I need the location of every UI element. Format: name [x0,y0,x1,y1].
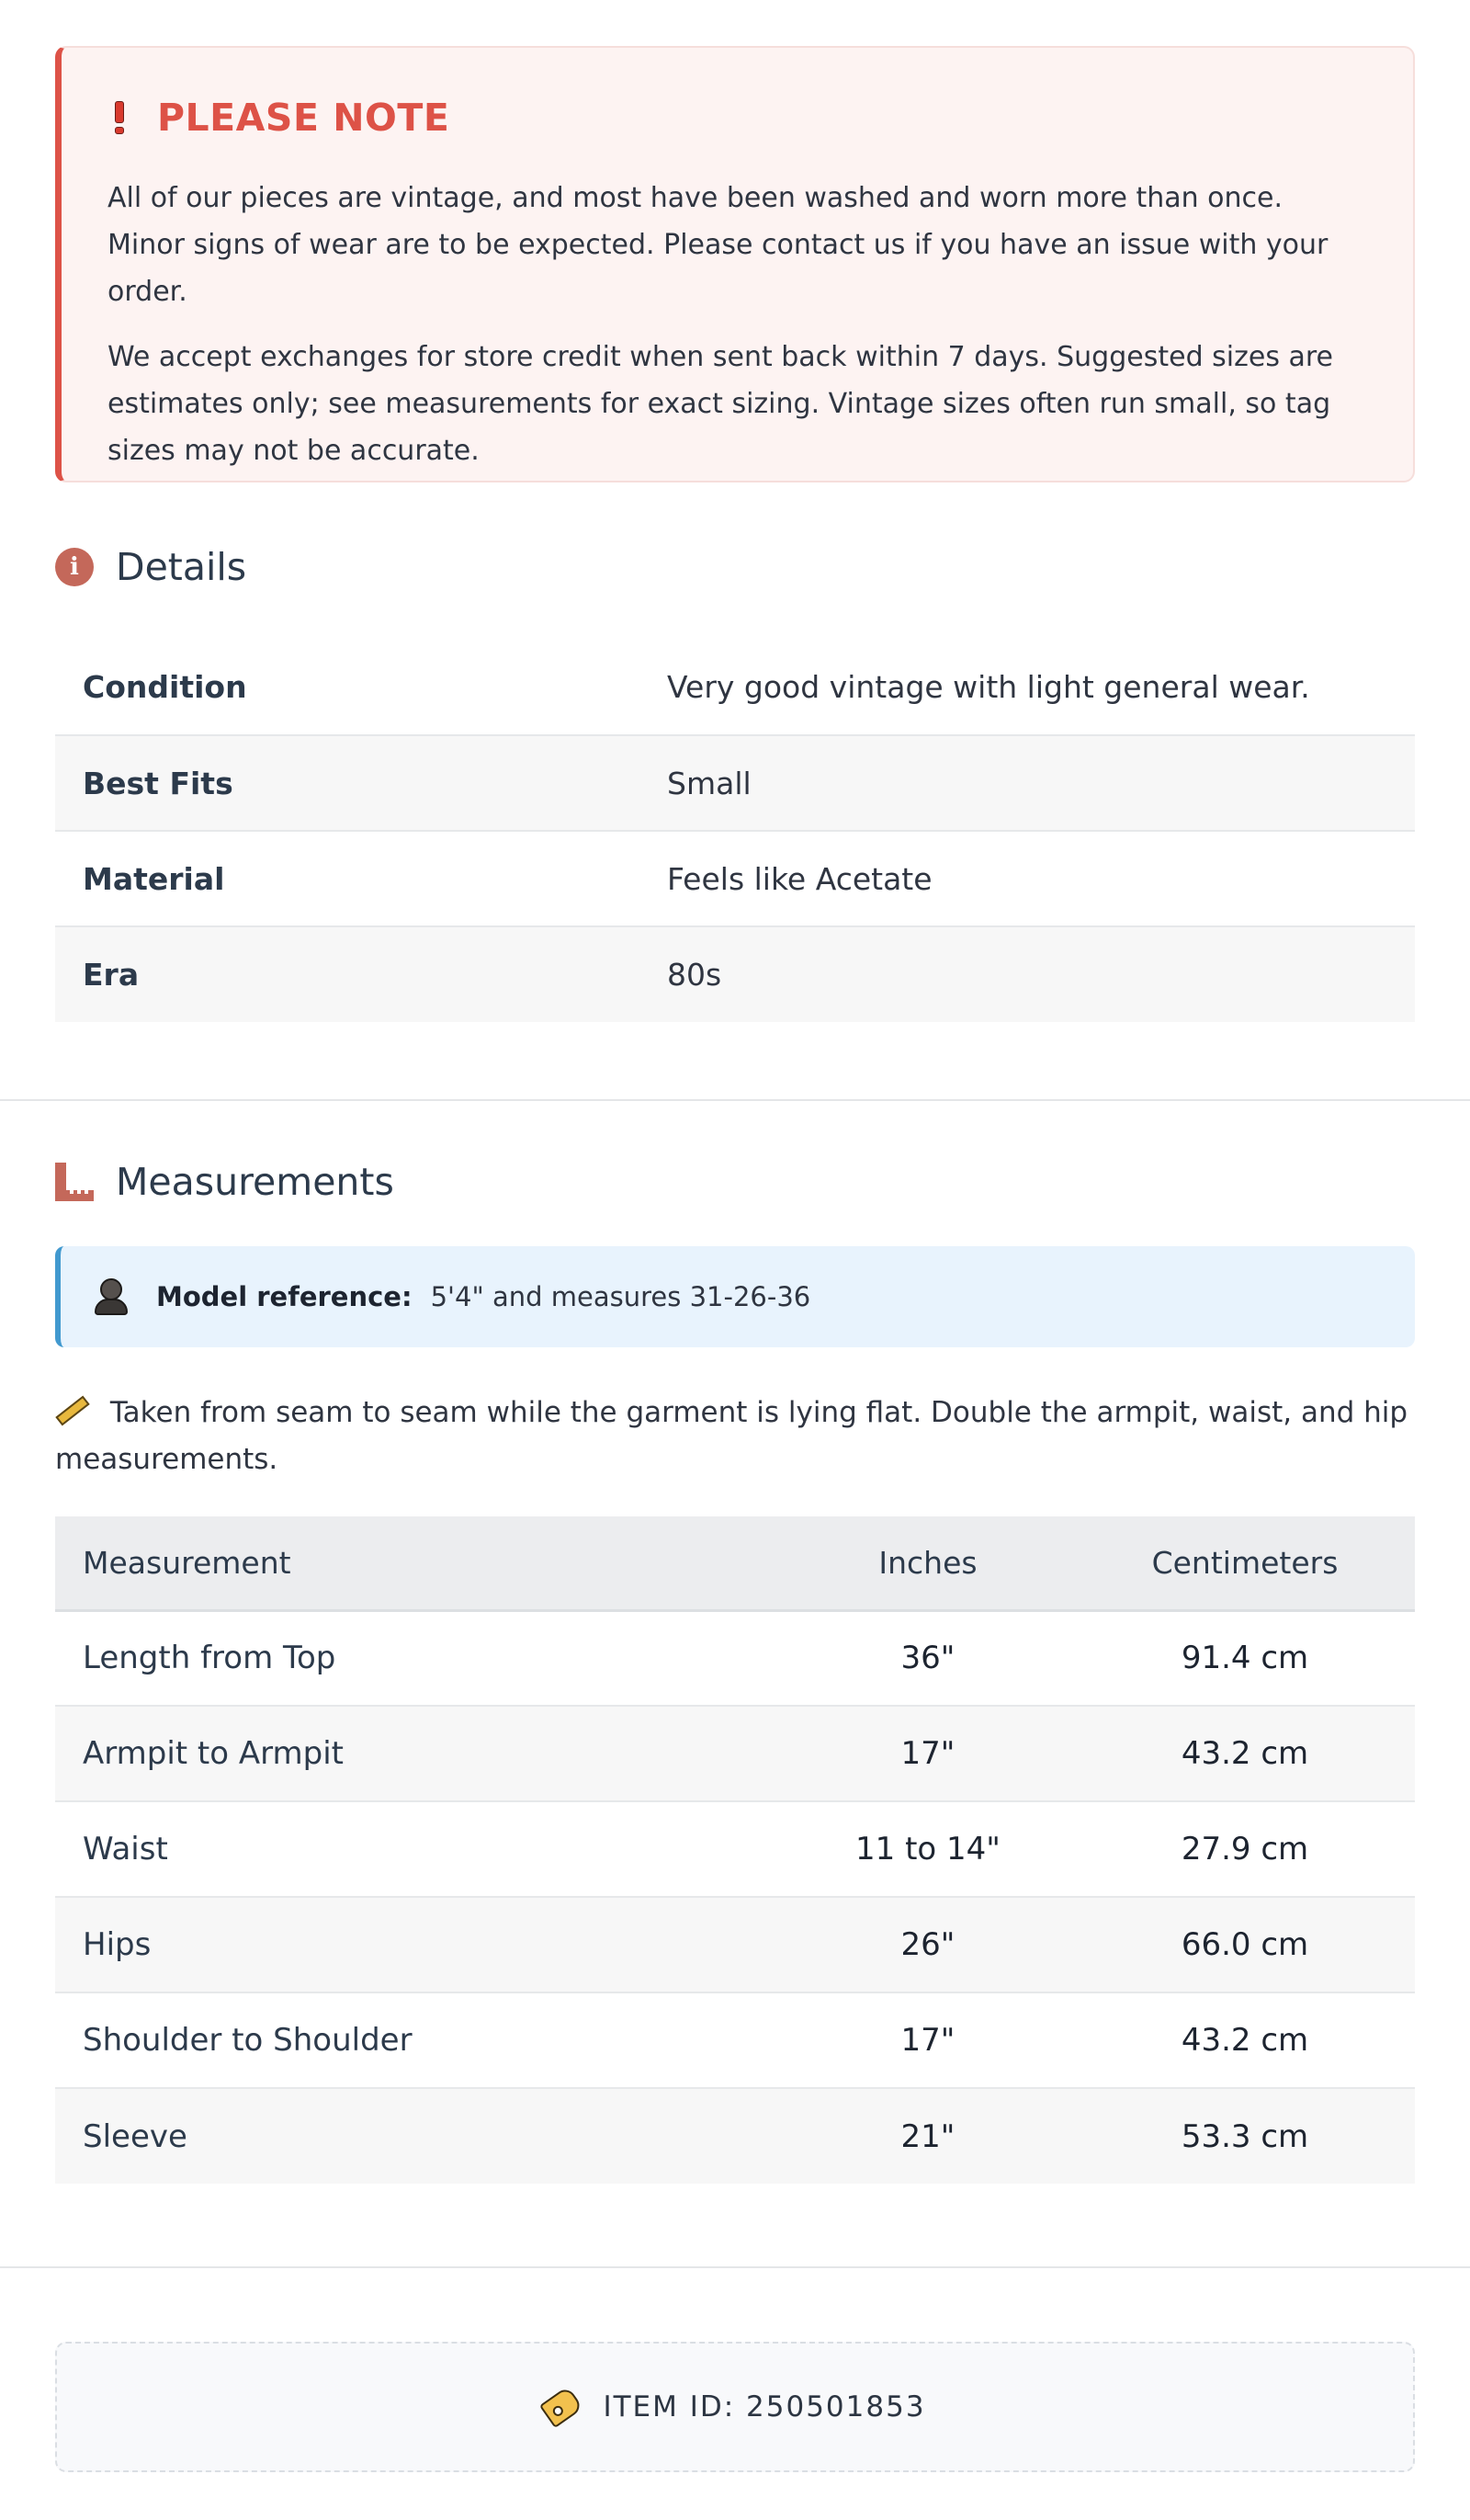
detail-key: Era [83,957,140,993]
table-row [55,1610,1415,1706]
details-table [55,640,1415,1022]
pencil-icon [55,1395,89,1425]
detail-value: 80s [667,957,722,993]
detail-key: Material [83,860,225,897]
measurement-cm: 91.4 cm [1181,1640,1309,1677]
table-row [55,926,1415,1022]
tag-icon [539,2386,583,2428]
measurement-name: Shoulder to Shoulder [83,2022,413,2059]
measurements-table [55,1516,1415,2184]
model-reference-box [55,1246,1415,1347]
measurement-cm: 66.0 cm [1181,1926,1309,1963]
table-row [55,1706,1415,1801]
table-row [55,1992,1415,2088]
section-divider [0,1099,1470,1101]
info-icon: i [55,548,94,586]
table-header-row [55,1516,1415,1610]
model-reference-label: Model reference: [156,1281,413,1312]
ruler-icon [55,1163,94,1201]
detail-key: Condition [83,669,247,705]
measurement-name: Hips [83,1926,152,1963]
detail-key: Best Fits [83,765,233,801]
measurement-cm: 27.9 cm [1181,1831,1309,1867]
notice-title: PLEASE NOTE [157,96,450,140]
measurement-name: Length from Top [83,1640,336,1677]
measurement-inches: 26" [900,1926,956,1963]
section-divider [0,2266,1470,2268]
notice-paragraph: All of our pieces are vintage, and most have been washed and worn more than once. Minor signs of wear are to be expected. Please contact us if you have an issue with your order. [107,182,1329,308]
detail-value: Small [667,765,752,801]
table-row [55,735,1415,831]
measurement-cm: 43.2 cm [1181,2022,1309,2059]
column-header: Inches [781,1516,1075,1610]
table-row [55,1897,1415,1992]
details-title: Details [116,545,247,589]
notice-header [107,96,1367,140]
measurements-title: Measurements [116,1160,394,1204]
column-header: Measurement [55,1516,781,1610]
item-id-box [55,2342,1415,2472]
model-reference-value: 5'4" and measures 31-26-36 [430,1281,811,1312]
measurement-cm: 53.3 cm [1181,2117,1309,2155]
details-heading [55,545,246,589]
measurement-name: Waist [83,1831,168,1867]
measurement-note [55,1390,1415,1483]
person-icon [94,1278,129,1315]
measurement-inches: 21" [900,2117,956,2155]
measurements-heading [55,1160,394,1204]
detail-value: Very good vintage with light general wear. [667,669,1310,705]
table-row [55,640,1415,735]
measurement-inches: 17" [900,2022,956,2059]
item-id-label: ITEM ID: 250501853 [603,2390,926,2424]
please-note-box [55,46,1415,482]
table-row [55,831,1415,926]
measurement-inches: 17" [900,1735,956,1772]
table-row [55,1801,1415,1897]
measurement-inches: 11 to 14" [855,1831,1001,1867]
measurement-note-text: Taken from seam to seam while the garment is lying flat. Double the armpit, waist, and hip measurements. [55,1396,1408,1476]
column-header: Centimeters [1075,1516,1415,1610]
detail-value: Feels like Acetate [667,860,933,897]
exclamation-icon [113,101,126,134]
measurement-name: Armpit to Armpit [83,1735,344,1772]
measurement-inches: 36" [900,1640,956,1677]
measurement-cm: 43.2 cm [1181,1735,1309,1772]
table-row [55,2088,1415,2184]
measurement-name: Sleeve [83,2117,187,2155]
notice-paragraph: We accept exchanges for store credit when sent back within 7 days. Suggested sizes are estimates only; see measurements for exact sizing. Vintage sizes often run small, so tag sizes may not be accurate. [107,341,1334,467]
